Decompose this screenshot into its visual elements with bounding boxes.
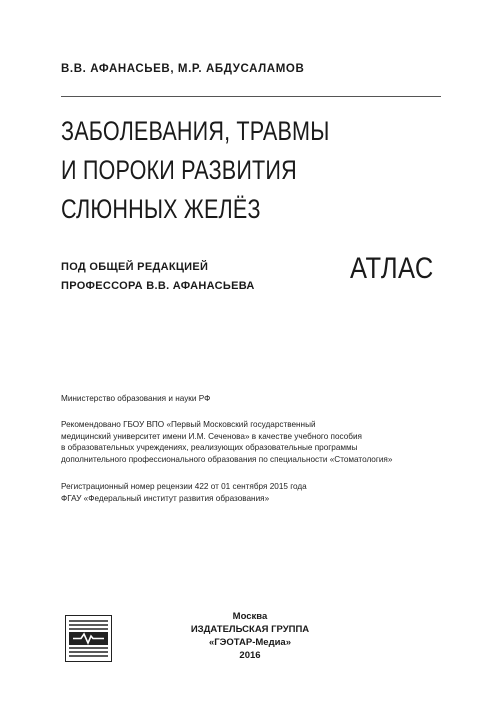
registration-line: Регистрационный номер рецензии 422 от 01 сентября 2015 года [61, 482, 307, 491]
registration-line: ФГАУ «Федеральный институт развития образования» [61, 493, 270, 503]
divider-rule [61, 96, 441, 97]
publisher-group: ИЗДАТЕЛЬСКАЯ ГРУППА [190, 624, 310, 635]
title-line: СЛЮННЫХ ЖЕЛЁЗ [61, 194, 261, 224]
recommendation-line: Рекомендовано ГБОУ ВПО «Первый Московский государственный [61, 420, 316, 429]
recommendation-block [61, 419, 392, 465]
publisher-city: Москва [232, 611, 268, 622]
publisher-year: 2016 [239, 650, 261, 661]
editor-line: ПОД ОБЩЕЙ РЕДАКЦИЕЙ [61, 261, 209, 273]
publisher-block [80, 610, 420, 662]
recommendation-line: дополнительного профессионального образования по специальности «Стоматология» [61, 454, 393, 464]
ministry-line: Министерство образования и науки РФ [61, 394, 211, 403]
book-title [61, 112, 365, 229]
editor-note [61, 258, 255, 296]
registration-block [61, 481, 307, 504]
title-line: И ПОРОКИ РАЗВИТИЯ [61, 155, 297, 185]
authors: В.В. АФАНАСЬЕВ, М.Р. АБДУСАЛАМОВ [61, 63, 305, 75]
recommendation-line: в образовательных учреждениях, реализующих образовательные программы [61, 443, 358, 452]
editor-line: ПРОФЕССОРА В.В. АФАНАСЬЕВА [61, 280, 255, 292]
publisher-name: «ГЭОТАР-Медиа» [208, 637, 292, 648]
title-line: ЗАБОЛЕВАНИЯ, ТРАВМЫ [61, 116, 330, 146]
atlas-label: АТЛАС [350, 252, 434, 285]
recommendation-line: медицинский университет имени И.М. Сеченова» в качестве учебного пособия [61, 431, 362, 441]
